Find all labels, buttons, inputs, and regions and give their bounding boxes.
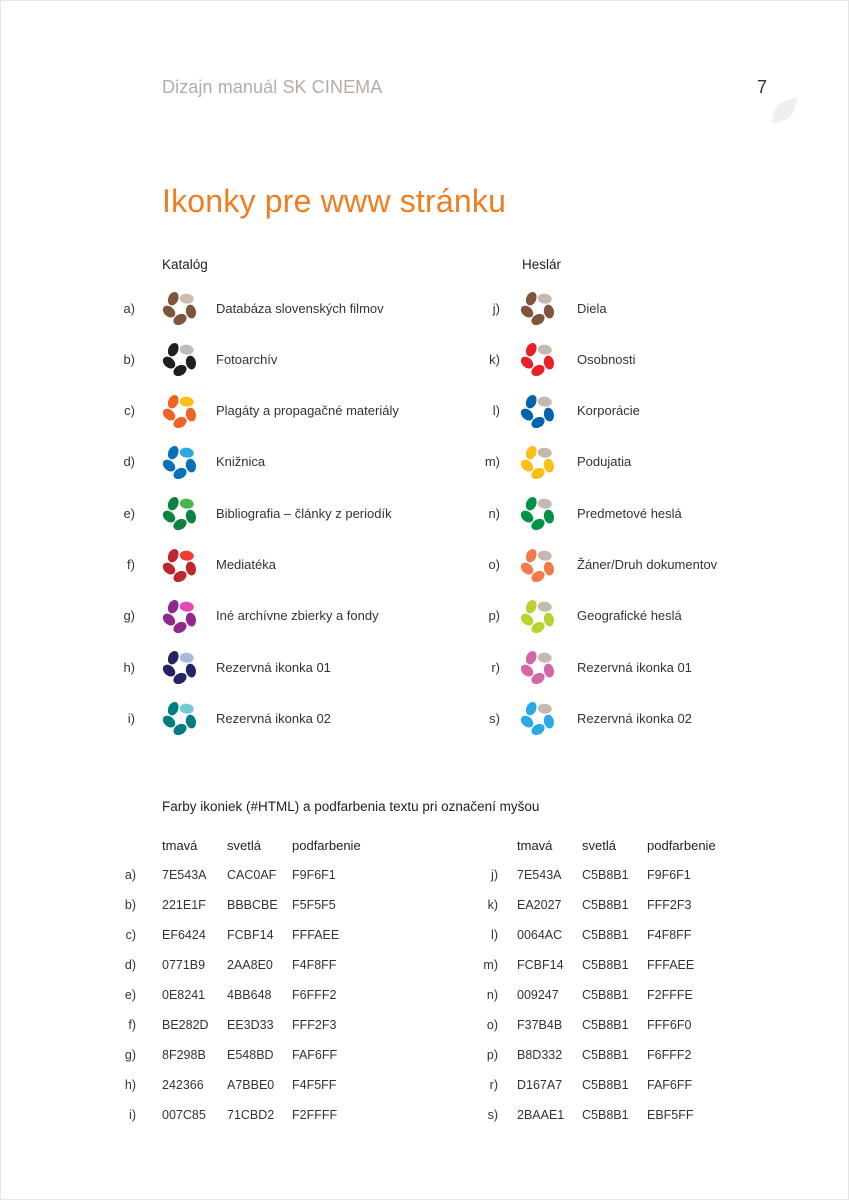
color-tint: FAF6FF: [292, 1048, 338, 1062]
color-letter: g): [124, 1048, 136, 1062]
icon-petal: [524, 495, 539, 512]
color-light: C5B8B1: [582, 1078, 629, 1092]
color-dark: 0064AC: [517, 928, 563, 942]
icon-petal: [543, 304, 556, 320]
color-light: 4BB648: [227, 988, 272, 1002]
color-light: C5B8B1: [582, 988, 629, 1002]
film-reel-icon[interactable]: [519, 289, 557, 327]
item-letter: r): [491, 659, 500, 675]
color-dark: B8D332: [517, 1048, 563, 1062]
film-reel-icon[interactable]: [519, 494, 557, 532]
color-tint: F6FFF2: [292, 988, 337, 1002]
heslar-heading: Heslár: [522, 257, 562, 272]
header-tint: podfarbenie: [292, 838, 361, 853]
icon-petal: [524, 701, 539, 718]
color-tint: F4F8FF: [647, 928, 692, 942]
header-dark: tmavá: [517, 838, 553, 853]
color-tint: F4F8FF: [292, 958, 337, 972]
heslar-item[interactable]: [1, 442, 849, 482]
item-label[interactable]: Plagáty a propagačné materiály: [216, 403, 399, 419]
color-tint: F4F5FF: [292, 1078, 337, 1092]
color-dark: 7E543A: [517, 868, 562, 882]
icon-petal: [543, 611, 556, 627]
main-title: Ikonky pre www stránku: [162, 183, 507, 219]
icon-petal: [537, 703, 552, 714]
film-reel-icon[interactable]: [519, 340, 557, 378]
icon-petal: [524, 547, 539, 564]
item-letter: a): [123, 300, 135, 316]
leaf-decoration-icon: [769, 96, 799, 126]
color-light: A7BBE0: [227, 1078, 275, 1092]
color-dark: 8F298B: [162, 1048, 206, 1062]
color-dark: 221E1F: [162, 898, 206, 912]
color-letter: b): [124, 898, 136, 912]
item-letter: s): [489, 710, 500, 726]
icon-petal: [537, 498, 552, 509]
film-reel-icon[interactable]: [519, 392, 557, 430]
color-tint: F9F6F1: [647, 868, 691, 882]
color-tint: FFFAEE: [292, 928, 340, 942]
item-label[interactable]: Rezervná ikonka 01: [577, 659, 692, 675]
color-light: 2AA8E0: [227, 958, 273, 972]
item-label[interactable]: Bibliografia – články z periodík: [216, 505, 392, 521]
color-dark: D167A7: [517, 1078, 563, 1092]
film-reel-icon[interactable]: [519, 648, 557, 686]
film-reel-icon[interactable]: [519, 443, 557, 481]
item-letter: m): [484, 454, 500, 470]
icon-petal: [524, 598, 539, 615]
item-label[interactable]: Databáza slovenských filmov: [216, 300, 384, 316]
color-letter: l): [491, 928, 498, 942]
item-label[interactable]: Predmetové heslá: [577, 505, 682, 521]
color-tint: F2FFFE: [647, 988, 693, 1002]
color-light: CAC0AF: [227, 868, 277, 882]
header-light: svetlá: [582, 838, 616, 853]
film-reel-icon[interactable]: [519, 546, 557, 584]
header-tint: podfarbenie: [647, 838, 716, 853]
heslar-item[interactable]: [1, 288, 849, 328]
color-dark: F37B4B: [517, 1018, 563, 1032]
color-dark: EA2027: [517, 898, 562, 912]
color-light: BBBCBE: [227, 898, 278, 912]
color-light: C5B8B1: [582, 868, 629, 882]
header-light: svetlá: [227, 838, 261, 853]
colors-title: Farby ikoniek (#HTML) a podfarbenia textu pri označení myšou: [162, 799, 540, 814]
item-label[interactable]: Mediatéka: [216, 557, 276, 572]
color-tint: FAF6FF: [647, 1078, 693, 1092]
color-tint: F5F5F5: [292, 898, 336, 912]
item-label[interactable]: Iné archívne zbierky a fondy: [216, 608, 379, 624]
color-light: C5B8B1: [582, 898, 629, 912]
color-tint: F2FFFF: [292, 1108, 338, 1122]
color-dark: 007C85: [162, 1108, 206, 1122]
icon-petal: [524, 342, 539, 359]
color-letter: s): [487, 1108, 498, 1122]
color-light: C5B8B1: [582, 1048, 629, 1062]
icon-petal: [524, 649, 539, 666]
color-letter: f): [128, 1018, 136, 1032]
item-label[interactable]: Osobnosti: [577, 351, 636, 367]
item-letter: k): [489, 351, 500, 367]
color-letter: r): [489, 1078, 498, 1092]
icon-petal: [543, 509, 556, 525]
color-letter: a): [124, 868, 136, 882]
icon-petal: [537, 344, 552, 355]
color-tint: FFF2F3: [647, 898, 692, 912]
color-dark: FCBF14: [517, 958, 564, 972]
item-letter: o): [488, 557, 500, 572]
heslar-item[interactable]: [1, 391, 849, 431]
color-tint: FFF6F0: [647, 1018, 692, 1032]
item-label[interactable]: Diela: [577, 300, 607, 316]
icon-petal: [543, 406, 556, 422]
item-label[interactable]: Fotoarchív: [216, 351, 278, 367]
item-letter: d): [123, 454, 135, 470]
icon-petal: [537, 396, 552, 407]
color-letter: e): [124, 988, 136, 1002]
color-dark: 0E8241: [162, 988, 206, 1002]
color-dark: 2BAAE1: [517, 1108, 565, 1122]
film-reel-icon[interactable]: [519, 597, 557, 635]
heslar-item[interactable]: [1, 339, 849, 379]
item-letter: p): [488, 608, 500, 624]
icon-petal: [537, 652, 552, 663]
item-label[interactable]: Rezervná ikonka 01: [216, 659, 331, 675]
color-light: E548BD: [227, 1048, 274, 1062]
color-light: C5B8B1: [582, 958, 629, 972]
icon-petal: [543, 560, 556, 576]
icon-petal: [537, 293, 552, 304]
color-light: C5B8B1: [582, 928, 629, 942]
color-dark: 0771B9: [162, 958, 206, 972]
header-title: Dizajn manuál SK CINEMA: [162, 77, 383, 97]
item-label[interactable]: Žáner/Druh dokumentov: [577, 557, 718, 572]
page-number: 7: [757, 77, 768, 97]
color-dark: 7E543A: [162, 868, 207, 882]
color-dark: BE282D: [162, 1018, 209, 1032]
color-tint: EBF5FF: [647, 1108, 694, 1122]
color-light: FCBF14: [227, 928, 274, 942]
color-letter: p): [486, 1048, 498, 1062]
heslar-item[interactable]: [1, 545, 849, 585]
item-label[interactable]: Korporácie: [577, 403, 640, 419]
color-letter: c): [125, 928, 136, 942]
color-dark: 242366: [162, 1078, 204, 1092]
color-letter: n): [486, 988, 498, 1002]
color-tint: FFFAEE: [647, 958, 695, 972]
icon-petal: [524, 393, 539, 410]
color-letter: k): [487, 898, 498, 912]
item-label[interactable]: Rezervná ikonka 02: [216, 710, 331, 726]
katalog-heading: Katalóg: [162, 257, 208, 272]
item-letter: c): [124, 403, 135, 419]
icon-petal: [537, 549, 552, 560]
item-letter: n): [488, 505, 500, 521]
icon-petal: [543, 458, 556, 474]
color-letter: d): [124, 958, 136, 972]
item-letter: h): [123, 659, 135, 675]
color-letter: i): [129, 1108, 136, 1122]
icon-petal: [543, 355, 556, 371]
heslar-item[interactable]: [1, 698, 849, 738]
item-label[interactable]: Podujatia: [577, 454, 632, 470]
color-dark: 009247: [517, 988, 559, 1002]
icon-petal: [543, 663, 556, 679]
icon-petal: [524, 290, 539, 307]
item-label[interactable]: Knižnica: [216, 454, 266, 470]
item-label[interactable]: Rezervná ikonka 02: [577, 710, 692, 726]
item-letter: b): [123, 351, 135, 367]
item-label[interactable]: Geografické heslá: [577, 608, 682, 624]
item-letter: e): [123, 505, 135, 521]
heslar-item[interactable]: [1, 596, 849, 636]
color-light: 71CBD2: [227, 1108, 275, 1122]
header-dark: tmavá: [162, 838, 198, 853]
color-letter: m): [483, 958, 498, 972]
icon-petal: [543, 714, 556, 730]
color-tint: F6FFF2: [647, 1048, 692, 1062]
heslar-item[interactable]: [1, 493, 849, 533]
item-letter: f): [127, 557, 135, 572]
color-dark: EF6424: [162, 928, 206, 942]
icon-petal: [537, 447, 552, 458]
color-letter: j): [491, 868, 498, 882]
color-light: EE3D33: [227, 1018, 274, 1032]
item-letter: i): [127, 710, 135, 726]
item-letter: j): [492, 300, 500, 316]
color-letter: o): [486, 1018, 498, 1032]
item-letter: l): [492, 403, 500, 419]
film-reel-icon[interactable]: [519, 699, 557, 737]
heslar-item[interactable]: [1, 647, 849, 687]
icon-petal: [537, 601, 552, 612]
icon-petal: [524, 444, 539, 461]
color-tint: F9F6F1: [292, 868, 336, 882]
color-tint: FFF2F3: [292, 1018, 337, 1032]
color-light: C5B8B1: [582, 1018, 629, 1032]
color-letter: h): [124, 1078, 136, 1092]
color-light: C5B8B1: [582, 1108, 629, 1122]
item-letter: g): [123, 608, 135, 624]
